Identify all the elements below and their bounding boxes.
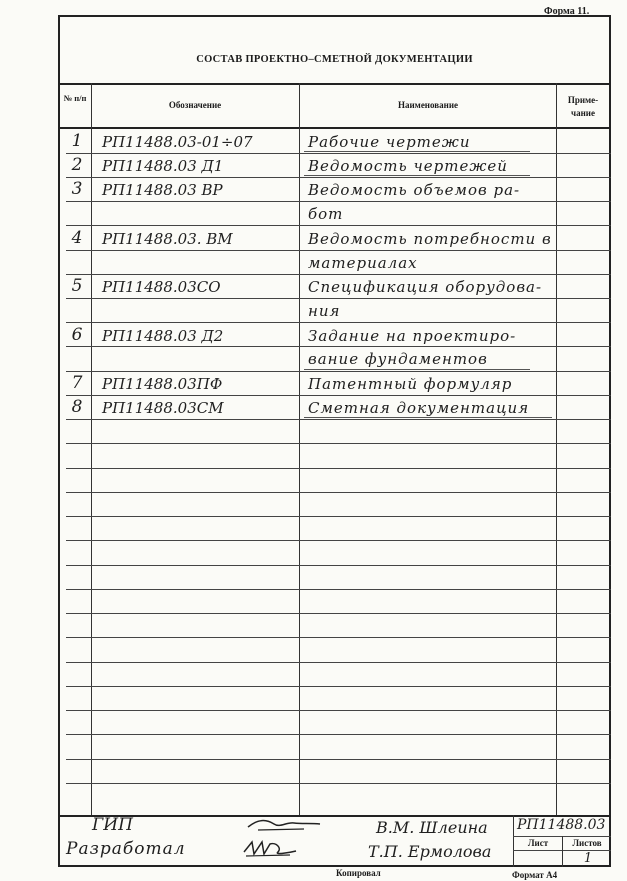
row-line [66, 492, 611, 493]
row-7-code: РП11488.03ПФ [102, 375, 223, 393]
header-divider [58, 127, 611, 129]
col-header-name: Наименование [398, 100, 458, 110]
row-6-code: РП11488.03 Д2 [102, 327, 224, 345]
row-2-underline [304, 175, 530, 176]
row-line [66, 662, 611, 663]
row-line [66, 346, 611, 347]
col-line-2 [299, 83, 300, 816]
row-line [66, 177, 611, 178]
row-6-underline [304, 369, 530, 370]
row-line [66, 516, 611, 517]
row-line [66, 371, 611, 372]
row-line [66, 419, 611, 420]
col-line-3 [556, 83, 557, 816]
row-3-name-cont: бот [308, 205, 344, 223]
row-3-code: РП11488.03 ВР [102, 181, 223, 199]
row-5-name: Спецификация оборудова- [308, 278, 543, 296]
row-line [66, 540, 611, 541]
row-line [66, 225, 611, 226]
row-line [66, 201, 611, 202]
row-line [66, 274, 611, 275]
row-1-name: Рабочие чертежи [308, 133, 471, 151]
page-title: СОСТАВ ПРОЕКТНО–СМЕТНОЙ ДОКУМЕНТАЦИИ [196, 54, 473, 65]
row-8-code: РП11488.03СМ [102, 399, 224, 417]
gip-label: ГИП [92, 815, 133, 835]
col-header-designation: Обозначение [168, 100, 222, 110]
row-line [66, 395, 611, 396]
title-divider [58, 83, 611, 85]
row-2-num: 2 [71, 155, 83, 175]
gip-name: В.М. Шлеина [376, 818, 488, 837]
col-header-num: № п/п [63, 93, 87, 103]
format-label: Формат А4 [512, 870, 558, 880]
row-4-name-cont: материалах [308, 254, 418, 272]
row-line [66, 734, 611, 735]
row-4-code: РП11488.03. ВМ [102, 230, 233, 248]
col-header-note: Приме- чание [567, 95, 599, 118]
row-6-num: 6 [71, 325, 83, 345]
row-line [66, 637, 611, 638]
row-line [66, 468, 611, 469]
row-line [66, 783, 611, 784]
row-7-num: 7 [71, 373, 83, 393]
row-7-name: Патентный формуляр [308, 375, 513, 393]
row-5-name-cont: ния [308, 302, 341, 320]
row-line [66, 565, 611, 566]
developer-label: Разработал [66, 839, 186, 859]
row-2-name: Ведомость чертежей [308, 157, 508, 175]
row-5-code: РП11488.03СО [102, 278, 221, 296]
row-8-num: 8 [71, 397, 83, 417]
sheet-label: Лист [527, 838, 549, 848]
row-2-code: РП11488.03 Д1 [102, 157, 224, 175]
row-line [66, 443, 611, 444]
doc-code: РП11488.03 [517, 817, 606, 833]
developer-name: Т.П. Ермолова [368, 842, 492, 861]
row-line [66, 298, 611, 299]
row-line [66, 759, 611, 760]
row-line [66, 613, 611, 614]
row-line [66, 153, 611, 154]
row-4-num: 4 [71, 228, 83, 248]
row-3-num: 3 [71, 179, 83, 199]
row-6-name-cont: вание фундаментов [308, 350, 488, 368]
row-5-num: 5 [71, 276, 83, 296]
row-1-code: РП11488.03-01÷07 [102, 133, 253, 151]
row-3-name: Ведомость объемов ра- [308, 181, 521, 199]
row-line [66, 322, 611, 323]
row-1-underline [304, 151, 530, 152]
row-line [66, 686, 611, 687]
copied-label: Копировал [336, 868, 381, 878]
row-8-name: Сметная документация [308, 399, 530, 417]
row-line [66, 250, 611, 251]
developer-signature-icon [240, 838, 300, 860]
row-4-name: Ведомость потребности в [308, 230, 552, 248]
form-label: Форма 11. [544, 6, 590, 17]
row-8-underline [304, 417, 552, 418]
row-1-num: 1 [71, 131, 83, 151]
row-line [66, 589, 611, 590]
sheets-label: Листов [572, 838, 602, 848]
sheets-value: 1 [583, 851, 593, 866]
row-line [66, 710, 611, 711]
gip-signature-icon [244, 815, 324, 835]
row-6-name: Задание на проектиро- [308, 327, 517, 345]
